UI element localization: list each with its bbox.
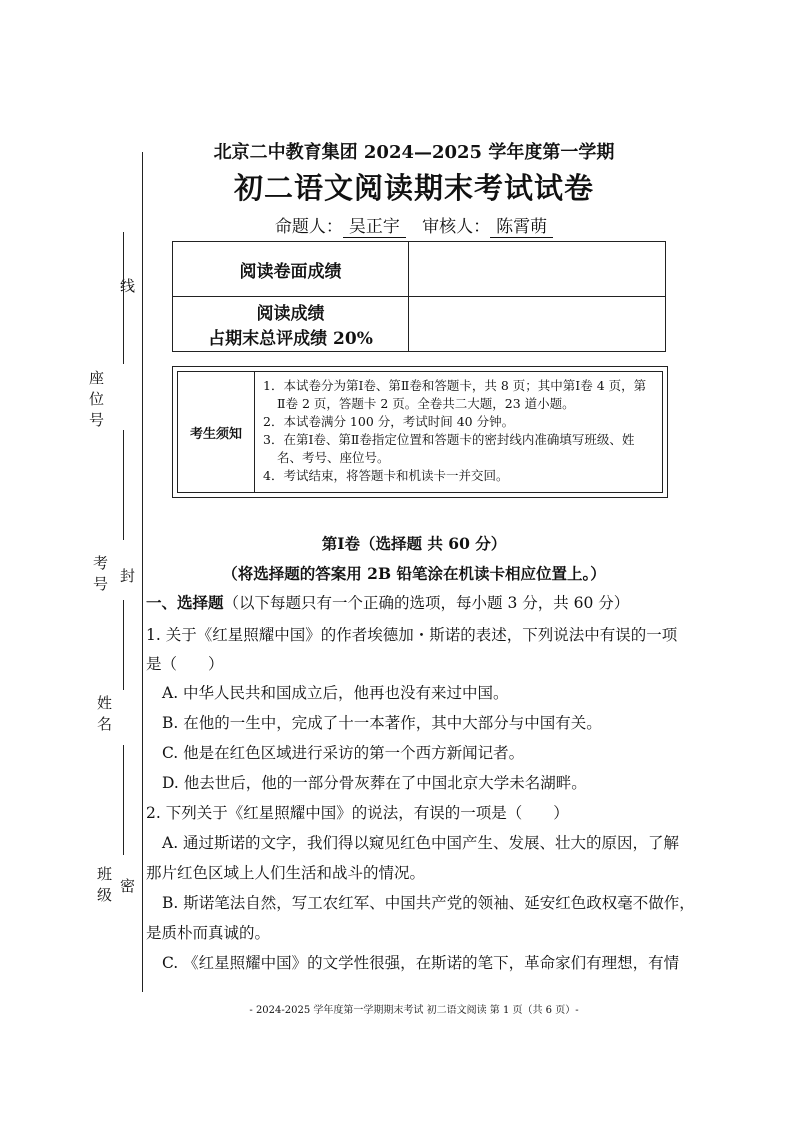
part-heading [146,593,629,613]
section-subtitle: （将选择题的答案用 2B 铅笔涂在机读卡相应位置上。） [222,564,606,583]
score-label-reading: 阅读卷面成绩 [173,242,409,297]
q1-option-a: A. 中华人民共和国成立后，他再也没有来过中国。 [162,684,509,702]
author-label: 命题人： [274,217,343,237]
score-label-weighted-b: 占期末总评成绩 20% [208,329,373,349]
exam-number-field [123,430,124,540]
notice-item: 4．考试结束，将答题卡和机读卡一并交回。 [263,468,509,483]
score-cell-weighted [409,297,666,352]
notice-title: 考生须知 [178,372,255,492]
notice-item: 1．本试卷分为第Ⅰ卷、第Ⅱ卷和答题卡，共 8 页；其中第Ⅰ卷 4 页，第Ⅱ卷 2 页，答题卡 2 页。全卷共二大题，23 道小题。 [263,378,647,411]
candidate-notice [172,366,668,498]
exam-title: 初二语文阅读期末考试试卷 [233,171,594,205]
binding-label-feng: 封 [118,568,136,589]
q2-option-a-cont: 那片红色区域上人们生活和战斗的情况。 [146,864,426,882]
notice-list [255,372,662,492]
seat-number-label: 座位号 [87,370,105,433]
section-title: 第Ⅰ卷（选择题 共 60 分） [321,534,507,553]
author-name: 吴正宇 [343,212,406,238]
score-label-weighted [173,297,409,352]
name-field [123,600,124,690]
binding-label-mi: 密 [118,878,136,899]
reviewer-label: 审核人： [422,217,491,237]
notice-item: 3．在第Ⅰ卷、第Ⅱ卷指定位置和答题卡的密封线内准确填写班级、姓名、考号、座位号。 [263,432,635,465]
q1-stem: 1. 关于《红星照耀中国》的作者埃德加・斯诺的表述，下列说法中有误的一项 [146,626,678,644]
q2-option-c: C. 《红星照耀中国》的文学性很强，在斯诺的笔下，革命家们有理想，有情 [162,954,680,972]
q2-option-b: B. 斯诺笔法自然，写工农红军、中国共产党的领袖、延安红色政权毫不做作， [162,894,695,912]
exam-number-label: 考号 [91,555,109,597]
binding-label-xian: 线 [118,278,136,299]
q2-option-b-cont: 是质朴而真诚的。 [146,924,271,942]
part-description: （以下每题只有一个正确的选项，每小题 3 分，共 60 分） [223,594,630,612]
notice-item: 2．本试卷满分 100 分，考试时间 40 分钟。 [263,414,515,429]
reviewer-name: 陈霄萌 [490,212,553,238]
q1-option-c: C. 他是在红色区域进行采访的第一个西方新闻记者。 [162,744,525,762]
page-footer: - 2024-2025 学年度第一学期期末考试 初二语文阅读 第 1 页（共 6 页）- [249,1005,579,1016]
q2-stem: 2. 下列关于《红星照耀中国》的说法，有误的一项是（ ） [146,804,569,822]
class-label: 班级 [95,866,113,908]
q2-option-a: A. 通过斯诺的文字，我们得以窥见红色中国产生、发展、壮大的原因，了解 [162,834,680,852]
name-label: 姓名 [95,695,113,737]
score-label-weighted-a: 阅读成绩 [256,304,325,324]
school-header: 北京二中教育集团 2024—2025 学年度第一学期 [213,142,615,163]
q1-option-b: B. 在他的一生中，完成了十一本著作，其中大部分与中国有关。 [162,714,602,732]
q1-option-d: D. 他去世后，他的一部分骨灰葬在了中国北京大学未名湖畔。 [162,774,587,792]
seat-number-field [123,232,124,364]
q1-stem-cont: 是（ ） [146,655,224,673]
part-label: 一、选择题 [146,593,224,612]
class-field [123,745,124,855]
score-cell-reading [409,242,666,297]
score-table [172,241,666,352]
author-line [142,212,686,238]
